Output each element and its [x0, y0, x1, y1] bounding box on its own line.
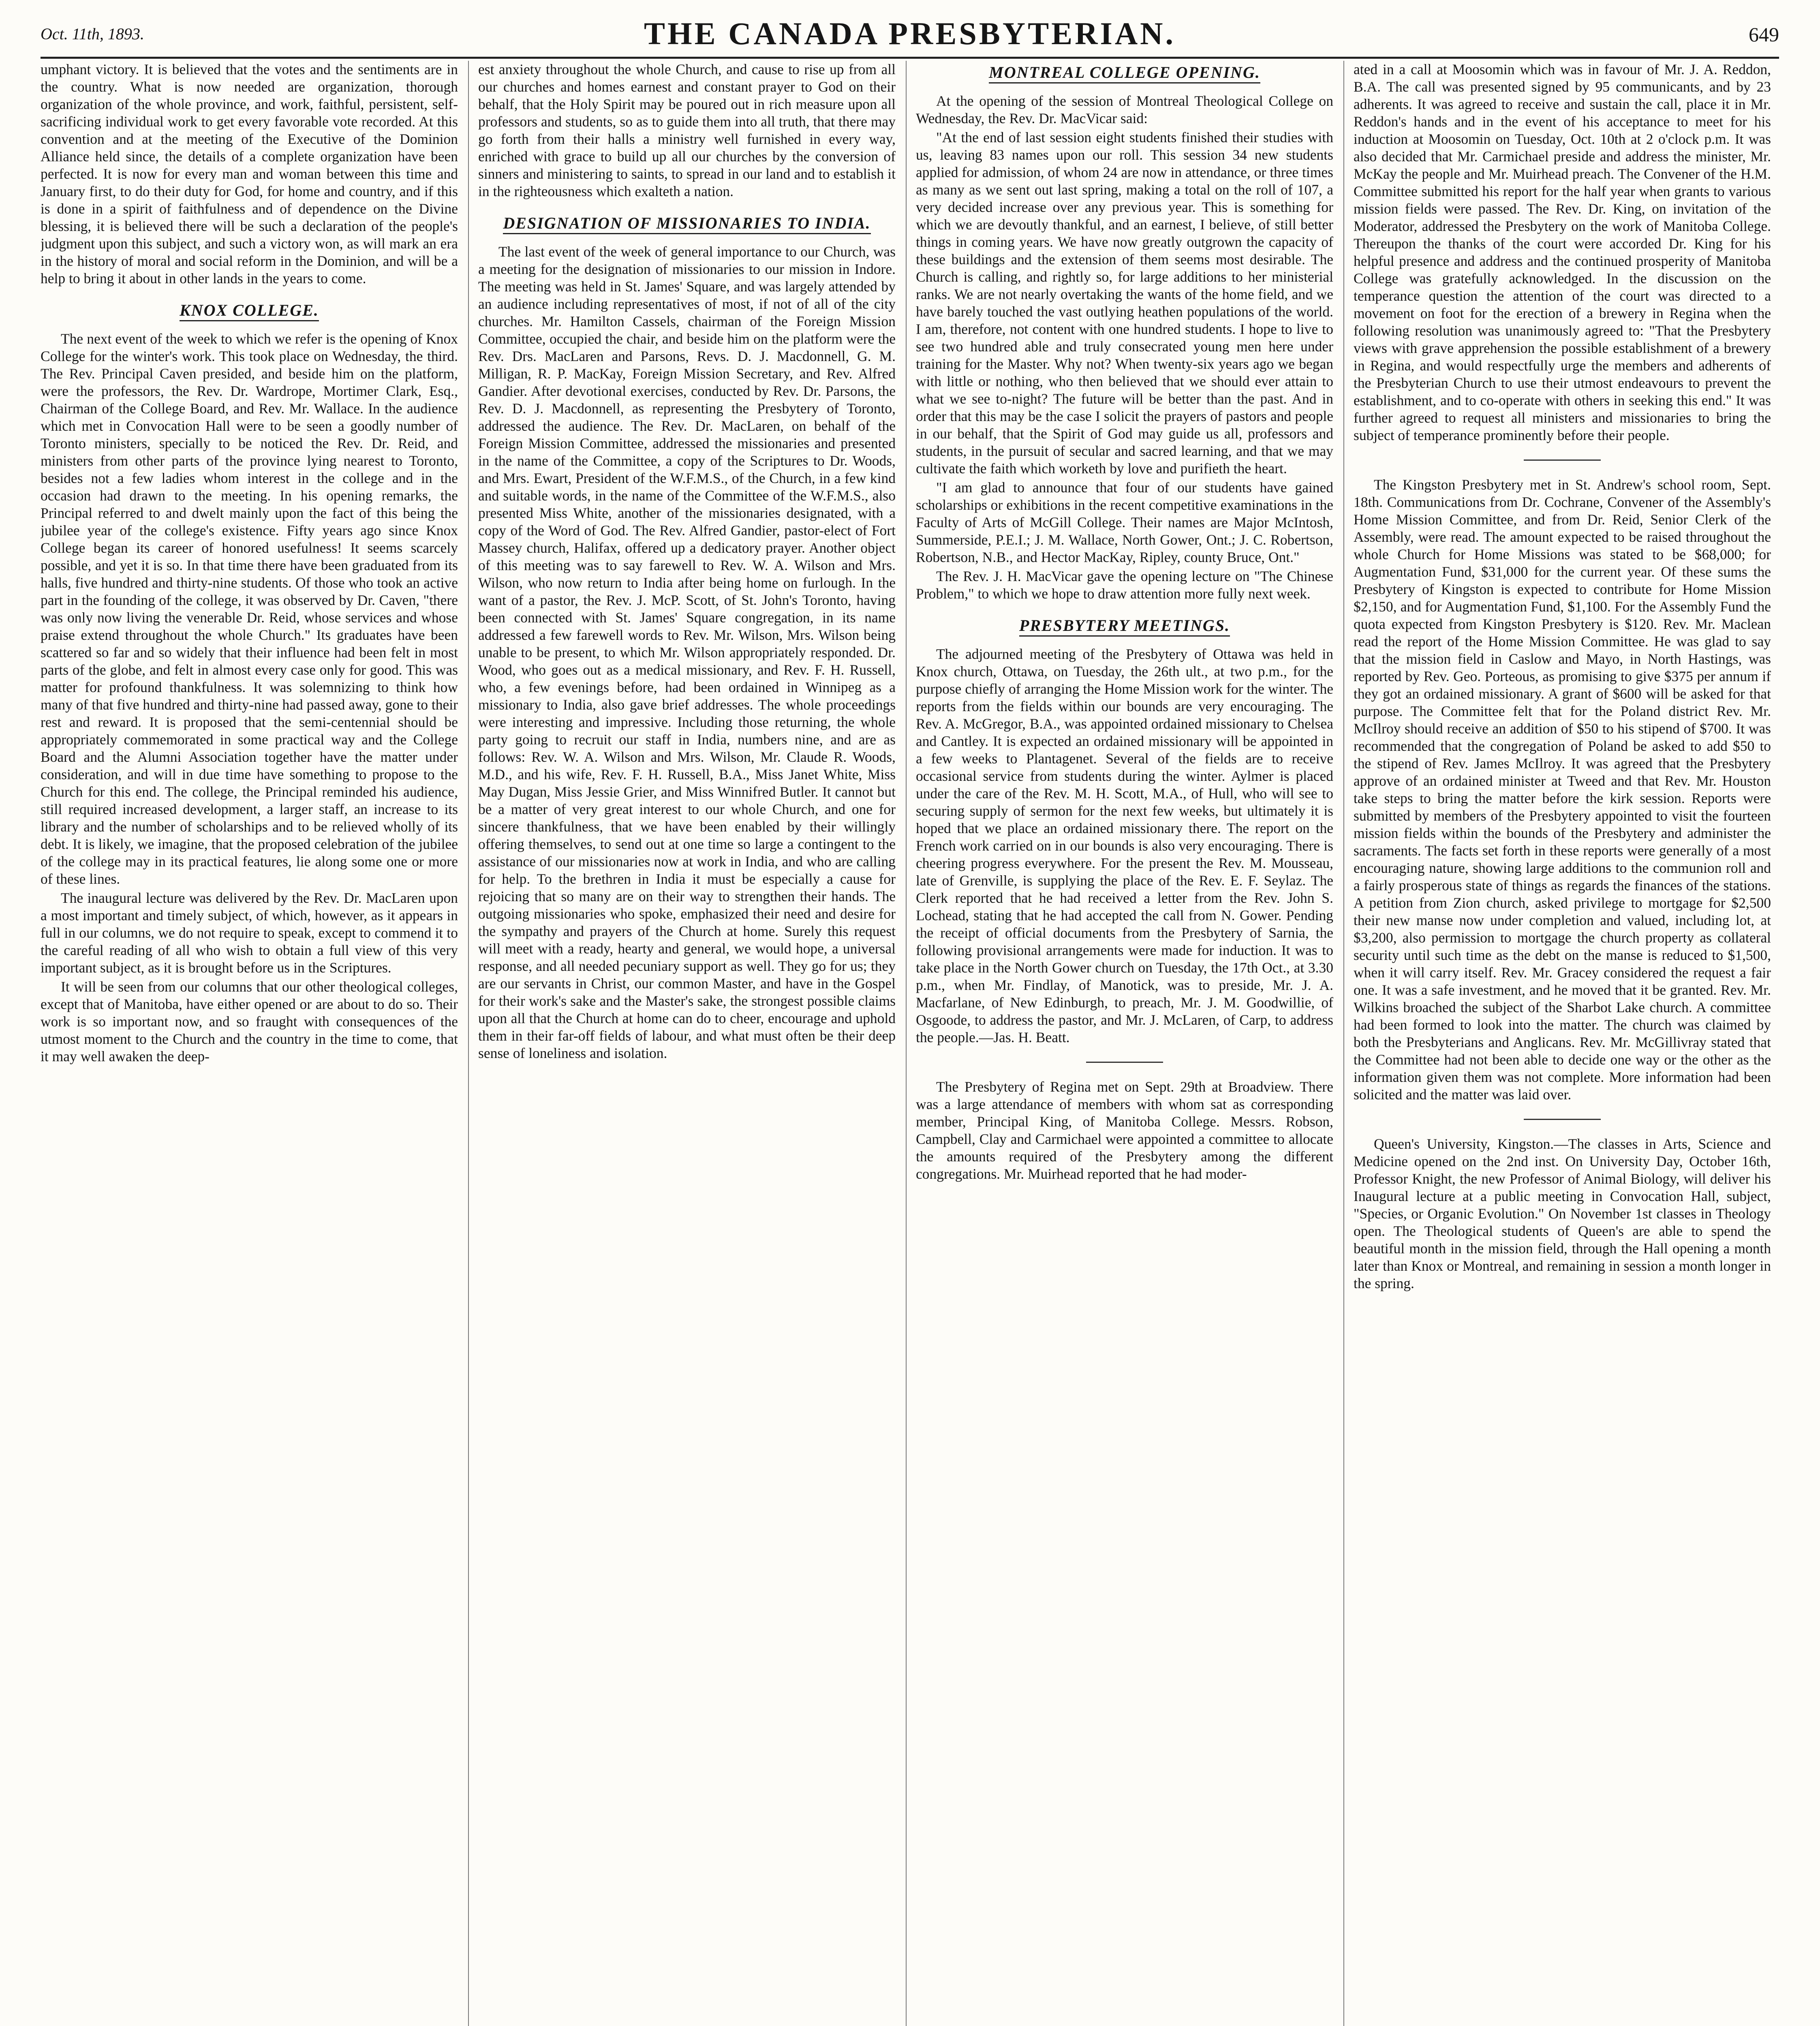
article-text: Queen's University, Kingston.—The classes in Arts, Science and Medicine opened on the 2nd inst. On University Day, October 16th, Professor Knight, the new Professor of Animal Biology, will deliver his Inaugural lecture at a public meeting in Convocation Hall, subject, "Species, or Organic Evolution." On November 1st classes in Theology open. The Theological students of Queen's are able to spend the beautiful month in the mission field, through the Hall opening a month later than Knox or Montreal, and remaining in session a month longer in the spring. — [1354, 1136, 1771, 1291]
masthead-title: THE CANADA PRESBYTERIAN. — [644, 16, 1176, 51]
article-text: ated in a call at Moosomin which was in favour of Mr. J. A. Reddon, B.A. The call was presented signed by 95 communicants, and by 23 adherents. It was agreed to receive and sustain the call, place it in Mr. Reddon's hands and in the event of his acceptance to meet for his induction at Moosomin on Tuesday, Oct. 10th at 2 o'clock p.m. It was also decided that Mr. Carmichael preside and address the minister, Mr. McKay the people and Mr. Muirhead preach. The Convener of the H.M. Committee submitted his report for the half year when grants to various mission fields were passed. The Rev. Dr. King, on invitation of the Moderator, addressed the Presbytery on the work of Manitoba College. Thereupon the thanks of the court were accorded Dr. King for his helpful presence and address and the continued prosperity of Manitoba College was gratefully acknowledged. In the discussion on the temperance question the attention of the court was directed to a movement on foot for the erection of a brewery in Regina when the following resolution was unanimously agreed to: "That the Presbytery views with grave apprehension the possible establishment of a brewery in Regina, and would respectfully urge the members and adherents of the Presbyterian Church to use their utmost endeavours to prevent the establishment, and to co-operate with others in seeking this end." It was further agreed to request all ministers and missionaries to bring the subject of temperance prominently before their people. — [1354, 61, 1771, 443]
article-text: "I am glad to announce that four of our students have gained scholarships or exhibitions in the recent competitive examinations in the Faculty of Arts of McGill College. Their names are Major McIntosh, Summerside, P.E.I.; J. M. Wallace, North Gower, Ont.; J. C. Robertson, Robertson, N.B., and Hector MacKay, Ripley, county Bruce, Ont." — [916, 479, 1333, 565]
article-text: The inaugural lecture was delivered by the Rev. Dr. MacLaren upon a most important and timely subject, of which, however, as it appears in full in our columns, we do not require to speak, except to commend it to the careful reading of all who wish to obtain a full view of this very important subject, as it is brought before us in the Scriptures. — [41, 890, 458, 976]
column-divider — [1343, 61, 1344, 2026]
column-divider — [906, 61, 907, 2026]
page-header — [41, 15, 1779, 54]
section-heading-presbytery-meetings: PRESBYTERY MEETINGS. — [916, 616, 1333, 635]
article-text: "At the end of last session eight students finished their studies with us, leaving 83 names upon our roll. This session 34 new students applied for admission, of whom 24 are now in attendance, or three times as many as we sent out last spring, making a total on the roll of 107, a very decided increase over any previous year. This is something for which we are devoutly thankful, and an earnest, I believe, of still better things in coming years. We have now greatly outgrown the capacity of these buildings and the extension of them seems most desirable. The Church is calling, and rightly so, for large additions to her ministerial ranks. We are not nearly overtaking the wants of the home field, and we have barely touched the vast outlying heathen populations of the world. I am, therefore, not content with one hundred students. I hope to live to see two hundred able and truly consecrated young men here under training for the Master. Why not? When twenty-six years ago we began with little or nothing, who then believed that we should ever attain to what we see to-night? The future will be better than the past. And in order that this may be the case I solicit the prayers of pastors and people in our behalf, that the Spirit of God may guide us all, professors and students, in the pursuit of secular and sacred learning, and that we may cultivate the faith which worketh by love and purifieth the heart. — [916, 129, 1333, 477]
article-text: umphant victory. It is believed that the votes and the sentiments are in the country. What is now needed are organization, thorough organization of the whole province, and work, faithful, persistent, self-sacrificing individual work to get every favorable vote recorded. At this convention and at the meeting of the Executive of the Dominion Alliance held since, the details of a complete organization have been perfected. It is now for every man and woman between this time and January first, to do their duty for God, for home and country, and if this is done in a spirit of faithfulness and of dependence on the Divine blessing, it is believed there will be such a declaration of the people's judgment upon this subject, and such a victory won, as will mark an era in the history of moral and social reform in the Dominion, and will be a help to bring it about in other lands in the years to come. — [41, 61, 458, 286]
separator-rule — [1086, 1062, 1163, 1063]
section-heading-designation: DESIGNATION OF MISSIONARIES TO INDIA. — [478, 214, 896, 233]
article-text: est anxiety throughout the whole Church, and cause to rise up from all our churches and homes earnest and constant prayer to God on their behalf, that the Holy Spirit may be poured out in rich measure upon all professors and students, so as to guide them into all truth, that there may go forth from their halls a ministry well furnished in every way, enriched with grace to build up all our churches by the conversion of sinners and ministering to saints, to spread in our land and to establish it in the righteousness which exalteth a nation. — [478, 61, 896, 199]
section-heading-knox-college: KNOX COLLEGE. — [41, 301, 458, 320]
column-1 — [41, 61, 458, 2026]
article-text: The next event of the week to which we refer is the opening of Knox College for the winter's work. This took place on Wednesday, the third. The Rev. Principal Caven presided, and beside him on the platform, were the professors, the Rev. Dr. Wardrope, Mortimer Clark, Esq., Chairman of the College Board, and Rev. Mr. Wallace. In the audience which met in Convocation Hall were to be seen a goodly number of Toronto ministers, specially to be noticed the Rev. Dr. Reid, and ministers from other parts of the province lying nearest to Toronto, besides not a few ladies whom interest in the college and in the occasion had drawn to the meeting. In his opening remarks, the Principal referred to and dwelt mainly upon the fact of this being the jubilee year of the college's existence. Fifty years ago since Knox College began its career of honored usefulness! It seems scarcely possible, and yet it is so. In that time there have been graduated from its halls, five hundred and thirty-nine students. Of those who took an active part in the founding of the college, it was observed by Dr. Caven, "there was only now living the venerable Dr. Reid, whose services and whose praise extend throughout the whole Church." Its graduates have been scattered so far and so widely that their influence had been felt in most parts of the globe, and felt in almost every case only for good. This was matter for profound thankfulness. It was solemnizing to think how many of that five hundred and thirty-nine had passed away, gone to their rest and reward. It is proposed that the semi-centennial should be appropriately commemorated in some practical way and the College Board and the Alumni Association together have the matter under consideration, and will in due time have something to propose to the Church for this end. The college, the Principal reminded his audience, still required increased development, a larger staff, an increase to its library and the number of scholarships and to be relieved wholly of its debt. It is likely, we imagine, that the proposed celebration of the jubilee of the college may in its practical features, lie along some one or more of these lines. — [41, 331, 458, 887]
column-2 — [478, 61, 896, 2026]
article-text: The adjourned meeting of the Presbytery of Ottawa was held in Knox church, Ottawa, on Tuesday, the 26th ult., at two p.m., for the purpose chiefly of arranging the Home Mission work for the winter. The reports from the fields within our bounds are very encouraging. The Rev. A. McGregor, B.A., was appointed ordained missionary to Chelsea and Cantley. It is expected an ordained missionary will be appointed in a few weeks to Plantagenet. Several of the fields are to receive occasional service from students during the winter. Aylmer is placed under the care of the Rev. M. H. Scott, M.A., of Hull, who will see to securing supply of sermon for the next few weeks, but ultimately it is hoped that we place an ordained missionary there. The report on the French work carried on in our bounds is also very encouraging. There is cheering progress everywhere. For the present the Rev. M. Mousseau, late of Grenville, is supplying the place of the Rev. E. F. Seylaz. The Clerk reported that he had received a letter from the Rev. John S. Lochead, stating that he had accepted the call from N. Gower. Pending the receipt of official documents from the Presbytery of Sarnia, the following provisional arrangements were made for induction. It was to take place in the North Gower church on Tuesday, the 17th Oct., at 3.30 p.m., when Mr. Findlay, of Manotick, was to preside, Mr. J. A. Macfarlane, of New Edinburgh, to preach, Mr. J. M. Goodwillie, of Osgoode, to address the pastor, and Mr. J. McLaren, of Carp, to address the people.—Jas. H. Beatt. — [916, 646, 1333, 1045]
article-text: It will be seen from our columns that our other theological colleges, except that of Manitoba, have either opened or are about to do so. Their work is so important now, and so fraught with consequences of the utmost moment to the Church and the country in the time to come, that it may well awaken the deep- — [41, 979, 458, 1064]
column-3 — [916, 61, 1333, 2026]
issue-date: Oct. 11th, 1893. — [41, 25, 144, 43]
article-text: The Presbytery of Regina met on Sept. 29th at Broadview. There was a large attendance of members with whom sat as corresponding member, Principal King, of Manitoba College. Messrs. Robson, Campbell, Clay and Carmichael were appointed a committee to allocate the amounts required of the Presbytery among the different congregations. Mr. Muirhead reported that he had moder- — [916, 1079, 1333, 1182]
separator-rule — [1524, 1119, 1601, 1120]
article-text: The Kingston Presbytery met in St. Andrew's school room, Sept. 18th. Communications from Dr. Cochrane, Convener of the Assembly's Home Mission Committee, and from Dr. Reid, Senior Clerk of the Assembly, were read. The amount expected to be raised throughout the whole Church for Home Missions was stated to be $68,000; for Augmentation Fund, $31,000 for the current year. Of these sums the Presbytery of Kingston is expected to contribute for Home Mission $2,150, and for Augmentation Fund, $1,100. For the Assembly Fund the quota expected from Kingston Presbytery is $120. Rev. Mr. Maclean read the report of the Home Mission Committee. He was glad to say that the mission field in Caslow and Mayo, in North Hastings, was reported by Rev. Geo. Porteous, as promising to give $375 per annum if they got an ordained missionary. A grant of $600 will be asked for that purpose. The Committee felt that for the Poland district Rev. Mr. McIlroy should receive an addition of $50 to his stipend of $700. It was recommended that the congregation of Poland be asked to add $50 to the stipend of Rev. James McIlroy. It was agreed that the Presbytery approve of an ordained minister at Tweed and that Rev. Mr. Houston take steps to bring the matter before the kirk session. Reports were submitted by members of the Presbytery appointed to visit the fourteen mission fields within the bounds of the Presbytery and administer the sacraments. The facts set forth in these reports were generally of a most encouraging nature, showing large additions to the communion roll and a fairly prosperous state of things as regards the finances of the stations. A petition from Zion church, asked privilege to mortgage for $2,500 their new manse now under completion and valued, including lot, at $3,200, also permission to mortgage the church property as collateral security until such time as the debt on the manse is reduced to $1,500, when it will carry itself. Rev. Mr. Gracey considered the request a fair one. It was a safe investment, and he moved that it be granted. Rev. Mr. Wilkins broached the subject of the Sharbot Lake church. A committee had been formed to look into the matter. The church was claimed by both the Presbyterians and Anglicans. Rev. Mr. McGillivray stated that the Committee had not been able to decide one way or the other as the information given them was not complete. More information had been solicited and the matter was laid over. — [1354, 477, 1771, 1103]
page-number: 649 — [1749, 23, 1779, 46]
column-divider — [468, 61, 469, 2026]
header-rule — [41, 57, 1779, 59]
column-4 — [1354, 61, 1771, 2026]
article-text: The last event of the week of general importance to our Church, was a meeting for the designation of missionaries to our mission in Indore. The meeting was held in St. James' Square, and was largely attended by an audience including representatives of most, if not of all of the city churches. Mr. Hamilton Cassels, chairman of the Foreign Mission Committee, occupied the chair, and beside him on the platform were the Rev. Drs. MacLaren and Parsons, Revs. D. J. Macdonnell, G. M. Milligan, R. P. MacKay, Foreign Mission Secretary, and Rev. Alfred Gandier. After devotional exercises, conducted by Rev. Dr. Parsons, the Rev. D. J. Macdonnell, as representing the Presbytery of Toronto, addressed the audience. The Rev. Dr. MacLaren, on behalf of the Foreign Mission Committee, addressed the missionaries and presented in the name of the Committee, a copy of the Scriptures to Dr. Woods, and Mrs. Ewart, President of the W.F.M.S., of the Church, in a few kind and suitable words, in the name of the Committee of the W.F.M.S., also presented Miss White, another of the missionaries designated, with a copy of the Word of God. The Rev. Alfred Gandier, pastor-elect of Fort Massey church, Halifax, offered up a dedicatory prayer. Another object of this meeting was to say farewell to Rev. W. A. Wilson and Mrs. Wilson, who now return to India after being home on furlough. In the want of a pastor, the Rev. J. McP. Scott, of St. John's Toronto, having been connected with St. James' Square congregation, in its name addressed a few farewell words to Rev. Mr. Wilson, Mrs. Wilson being unable to be present, to which Mr. Wilson appropriately responded. Dr. Wood, who goes out as a medical missionary, and Rev. F. H. Russell, who, a few evenings before, had been ordained in Winnipeg as a missionary to India, also gave brief addresses. The whole proceedings were interesting and impressive. Including those returning, the whole party going to recruit our staff in India, numbers nine, and are as follows: Rev. W. A. Wilson and Mrs. Wilson, Mr. Claude R. Woods, M.D., and his wife, Rev. F. H. Russell, B.A., Miss Janet White, Miss May Dugan, Miss Jessie Grier, and Miss Winnifred Butler. It cannot but be a matter of very great interest to our whole Church, and one for sincere thankfulness, that we have been enabled by their willingly offering themselves, to send out at one time so large a contingent to the assistance of our missionaries now at work in India, and who are calling for help. To the brethren in India it must be especially a cause for rejoicing that so many are on their way to strengthen their hands. The outgoing missionaries who spoke, emphasized their need and desire for the sympathy and prayers of the Church at home. Surely this request will meet with a ready, hearty and general, we would hope, a universal response, and all needed pecuniary support as well. They go for us; they are our servants in Christ, our common Master, and have in the Gospel for their work's sake and the Master's sake, the strongest possible claims upon all that the Church at home can do to cheer, encourage and uphold them in their far-off fields of labour, and what must often be their deep sense of loneliness and isolation. — [478, 244, 896, 1061]
article-text: At the opening of the session of Montreal Theological College on Wednesday, the Rev. Dr. MacVicar said: — [916, 93, 1333, 126]
separator-rule — [1524, 459, 1601, 461]
article-text: The Rev. J. H. MacVicar gave the opening lecture on "The Chinese Problem," to which we hope to draw attention more fully next week. — [916, 568, 1333, 602]
section-heading-montreal-college: MONTREAL COLLEGE OPENING. — [916, 63, 1333, 82]
